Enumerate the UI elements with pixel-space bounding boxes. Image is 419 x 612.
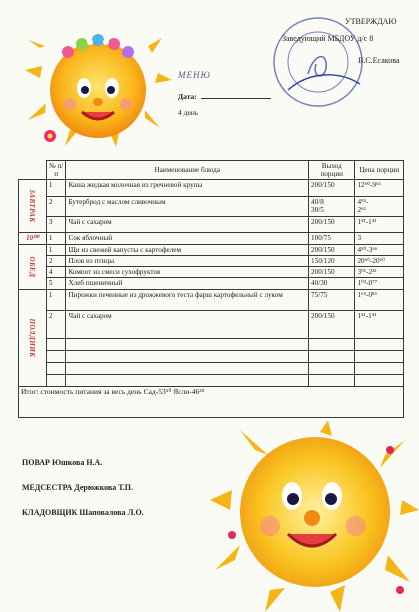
table-cell: 1⁴¹-1⁴¹ <box>355 216 404 233</box>
approval-position: Заведующий МБДОУ д/с 8 <box>282 34 374 43</box>
table-cell: 100/75 <box>309 233 355 244</box>
staff-cook: ПОВАР Юшкова Н.А. <box>22 458 103 467</box>
table-cell: 1 <box>46 244 66 255</box>
day-label: 4 день <box>178 108 199 117</box>
menu-word: МЕНЮ <box>178 70 211 80</box>
table-cell: Плов из птицы <box>66 255 309 266</box>
table-cell: Чай с сахаром <box>66 310 309 338</box>
table-cell: 40/30 <box>309 278 355 289</box>
table-cell: 2 <box>46 310 66 338</box>
table-row <box>19 233 404 244</box>
table-cell: Бутерброд с маслом сливочным <box>66 197 309 216</box>
table-cell: 3 <box>355 233 404 244</box>
table-row <box>19 374 404 386</box>
table-cell: 150/120 <box>309 255 355 266</box>
table-cell: 200/150 <box>309 267 355 278</box>
table-cell: Чай с сахаром <box>66 216 309 233</box>
col-price: Цена порции <box>355 161 404 180</box>
table-row <box>19 289 404 310</box>
total-text: Итог: стоимость питания за весь день Сад-53⁵⁰ Ясли-46²⁸ <box>19 386 404 417</box>
table-cell: 200/150 <box>309 180 355 197</box>
staff-nurse: МЕДСЕСТРА Дерюжкова Т.П. <box>22 483 133 492</box>
table-cell: 200/150 <box>309 244 355 255</box>
table-cell: 200/150 <box>309 310 355 338</box>
table-cell: Компот из смеси сухофруктов <box>66 267 309 278</box>
section-snack: ПОЛДНИК <box>28 318 37 358</box>
table-header-row <box>19 161 404 180</box>
sun-top-left-icon <box>20 18 175 148</box>
table-cell: Хлеб пшеничный <box>66 278 309 289</box>
table-cell: 40/8 30/5 <box>309 197 355 216</box>
table-row <box>19 338 404 350</box>
table-cell: 1⁶⁵-0⁸³ <box>355 289 404 310</box>
table-row <box>19 180 404 197</box>
section-ten: 10⁰⁰ <box>19 233 47 244</box>
table-cell: 3⁰¹-2³² <box>355 267 404 278</box>
total-row <box>19 386 404 417</box>
table-row <box>19 350 404 362</box>
table-cell: 2 <box>46 197 66 216</box>
table-row <box>19 362 404 374</box>
table-row <box>19 216 404 233</box>
table-cell: 4 <box>46 267 66 278</box>
table-cell: Сок яблочный <box>66 233 309 244</box>
table-row <box>19 278 404 289</box>
table-row <box>19 255 404 266</box>
table-cell: 2 <box>46 255 66 266</box>
table-cell: 4⁹⁵- 2⁶³ <box>355 197 404 216</box>
section-lunch: ОБЕД <box>28 256 37 278</box>
table-cell: 3 <box>46 216 66 233</box>
table-cell: 12⁶⁰-9⁶³ <box>355 180 404 197</box>
date-label <box>178 90 271 101</box>
section-breakfast: ЗАВТРАК <box>28 189 37 224</box>
staff-store: КЛАДОВЩИК Шаповалова Л.О. <box>22 508 144 517</box>
table-cell: Дата: <box>178 92 197 101</box>
approval-signatory: В.С.Есакова <box>358 56 400 65</box>
table-row <box>19 244 404 255</box>
table-cell: 1⁴¹-1⁴¹ <box>355 310 404 338</box>
menu-table <box>18 160 404 418</box>
table-cell: 20⁶⁰-20⁶⁰ <box>355 255 404 266</box>
table-cell: 1 <box>46 180 66 197</box>
col-name: Наименование блюда <box>66 161 309 180</box>
col-out: Выход порции <box>309 161 355 180</box>
table-row <box>19 310 404 338</box>
table-cell: 4⁵⁰-3⁶⁶ <box>355 244 404 255</box>
table-cell: Щи из свежей капусты с картофелем <box>66 244 309 255</box>
table-cell: Каша жидкая молочная из гречневой крупы <box>66 180 309 197</box>
table-cell: 1 <box>46 233 66 244</box>
sun-bottom-right-icon <box>210 420 419 612</box>
table-cell: 200/150 <box>309 216 355 233</box>
table-cell: 5 <box>46 278 66 289</box>
table-cell: 1 <box>46 289 66 310</box>
approval-title: УТВЕРЖДАЮ <box>345 17 397 26</box>
table-row <box>19 197 404 216</box>
col-no: № п/п <box>46 161 66 180</box>
table-cell: Пирожки печенные из дрожжевого теста фарш картофельный с луком <box>66 289 309 310</box>
table-row <box>19 267 404 278</box>
table-cell: 75/75 <box>309 289 355 310</box>
table-cell: 1⁰³-0⁷⁷ <box>355 278 404 289</box>
